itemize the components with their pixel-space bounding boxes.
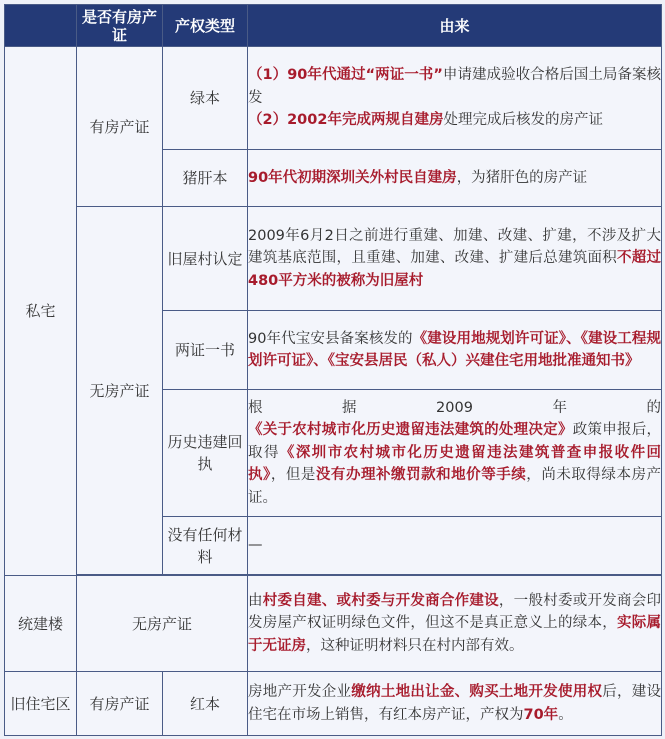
type-pig-liver-book: 猪肝本: [163, 150, 248, 207]
header-row: [5, 5, 662, 47]
origin-text: 《关于农村城市化历史遗留违法建筑的处理决定》: [248, 422, 573, 439]
table-row: [5, 576, 662, 672]
origin-text: 90年代宝安县备案核发的: [248, 330, 413, 347]
origin-text: 由: [248, 592, 263, 609]
origin-history-receipt: [248, 390, 662, 517]
origin-two-certs: [248, 311, 662, 390]
group-collective: 统建楼: [5, 576, 77, 672]
table-row: [5, 207, 662, 311]
origin-text: 《建设用地规划许可证》、《建设工程规划许可证》、《宝安县居民（私人）兴建住宅用地批准通知书》: [248, 330, 662, 369]
table-row: [5, 47, 662, 150]
origin-text: （1）90年代通过: [248, 67, 366, 84]
origin-text: 处理完成后核发的房产证: [443, 112, 603, 129]
header-origin: 由来: [248, 5, 662, 47]
type-old-village: 旧屋村认定: [163, 207, 248, 311]
origin-text: 村委自建、或村委与开发商合作建设: [262, 592, 499, 609]
table-row: [5, 672, 662, 736]
origin-text: 申请建成验收合格后国土局备案核发: [248, 67, 662, 106]
origin-text: ，但是: [270, 467, 316, 484]
origin-text: 没有办理补缴罚款和地价等手续: [315, 467, 527, 484]
header-property-type: 产权类型: [163, 5, 248, 47]
cert-has: 有房产证: [77, 47, 163, 207]
origin-text: 70年: [523, 706, 559, 723]
origin-text: 后，建设住宅在市场上销售，有红本房产证，产权为: [248, 684, 662, 723]
cert-old: 有房产证: [77, 672, 163, 736]
origin-pig-liver-book: [248, 150, 662, 207]
origin-text: 《深圳市农村城市化历史遗留违法建筑普查申报收件回执》: [248, 444, 662, 484]
header-blank: [5, 5, 77, 47]
header-has-cert: 是否有房产证: [77, 5, 163, 47]
origin-text: ，这种证明材料只在村内部有效。: [306, 637, 524, 654]
origin-text: 。: [558, 706, 573, 723]
origin-text: 不超过480平方米的被称为旧屋村: [248, 250, 662, 289]
origin-text: 政策申报后，取得: [248, 422, 661, 461]
origin-text: “两证一书”: [365, 67, 443, 84]
origin-text: 缴纳土地出让金、购买土地开发使用权: [351, 684, 603, 700]
group-old-residential: 旧住宅区: [5, 672, 77, 736]
cert-none: 无房产证: [77, 207, 163, 575]
type-history-receipt: 历史违建回执: [163, 390, 248, 517]
type-no-material: 没有任何材料: [163, 517, 248, 575]
origin-text: 90年代初期深圳关外村民自建房: [248, 169, 457, 186]
cert-collective: 无房产证: [77, 576, 248, 672]
origin-text: 根据2009年的: [248, 399, 661, 416]
origin-text: 房地产开发企业: [248, 684, 352, 700]
origin-old-village: [248, 207, 662, 311]
origin-text: ，尚未取得绿本房产证。: [248, 467, 662, 506]
origin-red-book: [248, 672, 662, 736]
type-red-book: 红本: [163, 672, 248, 736]
origin-collective: [248, 576, 662, 672]
origin-text: （2）2002年完成两规自建房: [248, 112, 444, 129]
origin-text: ，一般村委或开发商会印发房屋产权证明绿色文件，但这不是真正意义上的绿本，: [248, 592, 662, 632]
origin-no-material: —: [248, 517, 662, 575]
type-two-certs: 两证一书: [163, 311, 248, 390]
type-green-book: 绿本: [163, 47, 248, 150]
group-private: 私宅: [5, 47, 77, 576]
origin-text: 实际属于无证房: [248, 615, 662, 654]
origin-green-book: [248, 47, 662, 150]
property-table: [4, 4, 662, 736]
origin-text: ，为猪肝色的房产证: [456, 169, 588, 186]
origin-text: 2009年6月2日之前进行重建、加建、改建、扩建，不涉及扩大建筑基底范围，且重建、加建、改建、扩建后总建筑面积: [248, 227, 661, 267]
